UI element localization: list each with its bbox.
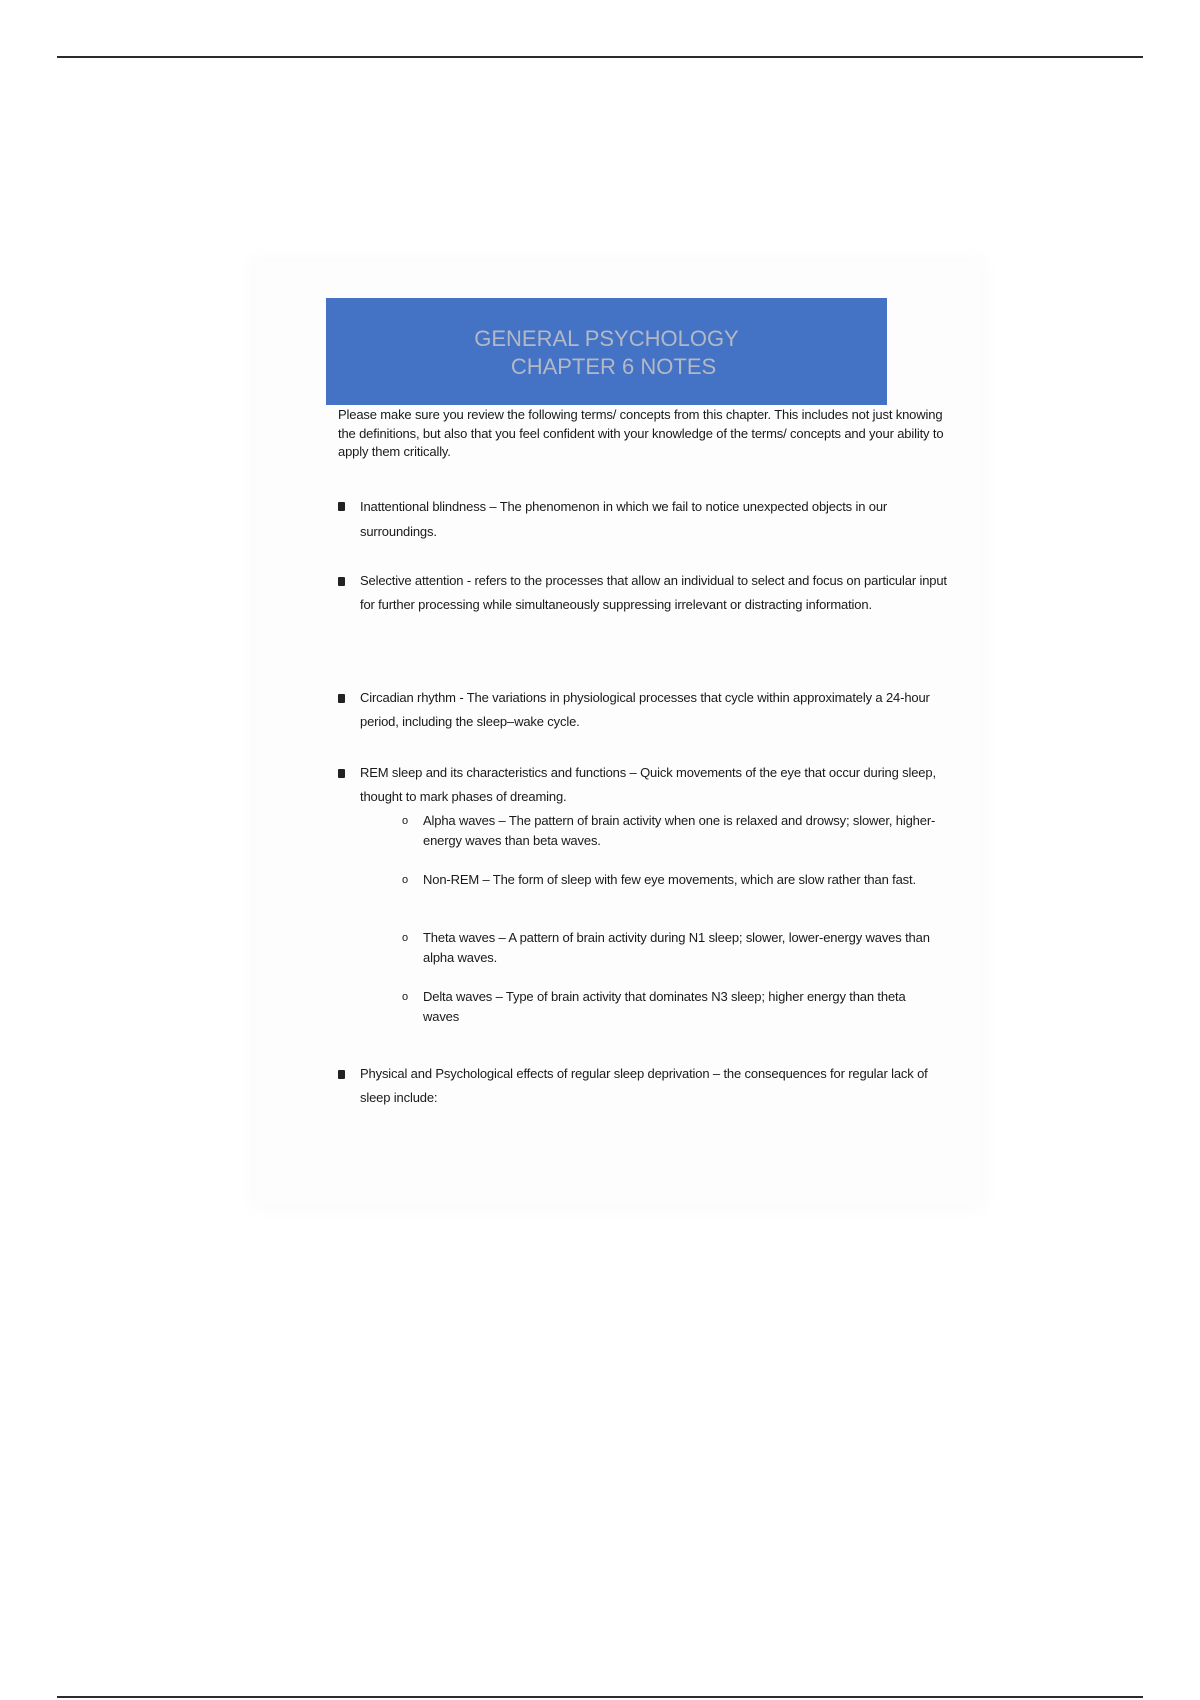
- sub-item-alpha-waves: [402, 811, 942, 851]
- sub-bullet-marker: o: [402, 991, 408, 1003]
- title-banner: [326, 298, 887, 405]
- list-item-sleep-deprivation: [338, 1062, 950, 1110]
- bullet-icon: [338, 769, 345, 778]
- sub-item-delta-waves: [402, 987, 942, 1027]
- sub-item-text: Non-REM – The form of sleep with few eye movements, which are slow rather than fast.: [423, 872, 916, 887]
- list-item-text: Circadian rhythm - The variations in physiological processes that cycle within approximately a 24-hour period, including the sleep–wake cycle.: [360, 690, 930, 729]
- title-line-1: GENERAL PSYCHOLOGY: [474, 326, 739, 351]
- sub-item-text: Theta waves – A pattern of brain activity during N1 sleep; slower, lower-energy waves than alpha waves.: [423, 930, 930, 965]
- list-item-selective-attention: [338, 569, 950, 617]
- list-item-circadian-rhythm: [338, 686, 950, 734]
- page-bottom-rule: [57, 1696, 1143, 1698]
- bullet-icon: [338, 1070, 345, 1079]
- list-item-inattentional-blindness: [338, 494, 950, 544]
- list-item-text: Selective attention - refers to the processes that allow an individual to select and focus on particular input for further processing while simultaneously suppressing irrelevant or distracting information.: [360, 573, 947, 612]
- list-item-text: Physical and Psychological effects of regular sleep deprivation – the consequences for regular lack of sleep include:: [360, 1066, 928, 1105]
- sub-item-text: Alpha waves – The pattern of brain activity when one is relaxed and drowsy; slower, higher-energy waves than beta waves.: [423, 813, 936, 848]
- page-top-rule: [57, 56, 1143, 58]
- bullet-icon: [338, 577, 345, 586]
- sub-bullet-marker: o: [402, 815, 408, 827]
- sub-item-theta-waves: [402, 928, 942, 968]
- list-item-rem-sleep: [338, 761, 950, 809]
- intro-paragraph: Please make sure you review the following terms/ concepts from this chapter. This includes not just knowing the definitions, but also that you feel confident with your knowledge of the terms/ concepts and your ability to apply them critically.: [338, 407, 944, 459]
- title-line-2: CHAPTER 6 NOTES: [510, 354, 717, 379]
- sub-item-text: Delta waves – Type of brain activity that dominates N3 sleep; higher energy than theta waves: [423, 989, 906, 1024]
- list-item-text: REM sleep and its characteristics and functions – Quick movements of the eye that occur during sleep, thought to mark phases of dreaming.: [360, 765, 936, 804]
- sub-item-non-rem: [402, 870, 942, 890]
- bullet-icon: [338, 502, 345, 511]
- sub-bullet-marker: o: [402, 874, 408, 886]
- list-item-text: Inattentional blindness – The phenomenon in which we fail to notice unexpected objects in our surroundings.: [360, 499, 888, 539]
- sub-bullet-marker: o: [402, 932, 408, 944]
- bullet-icon: [338, 694, 345, 703]
